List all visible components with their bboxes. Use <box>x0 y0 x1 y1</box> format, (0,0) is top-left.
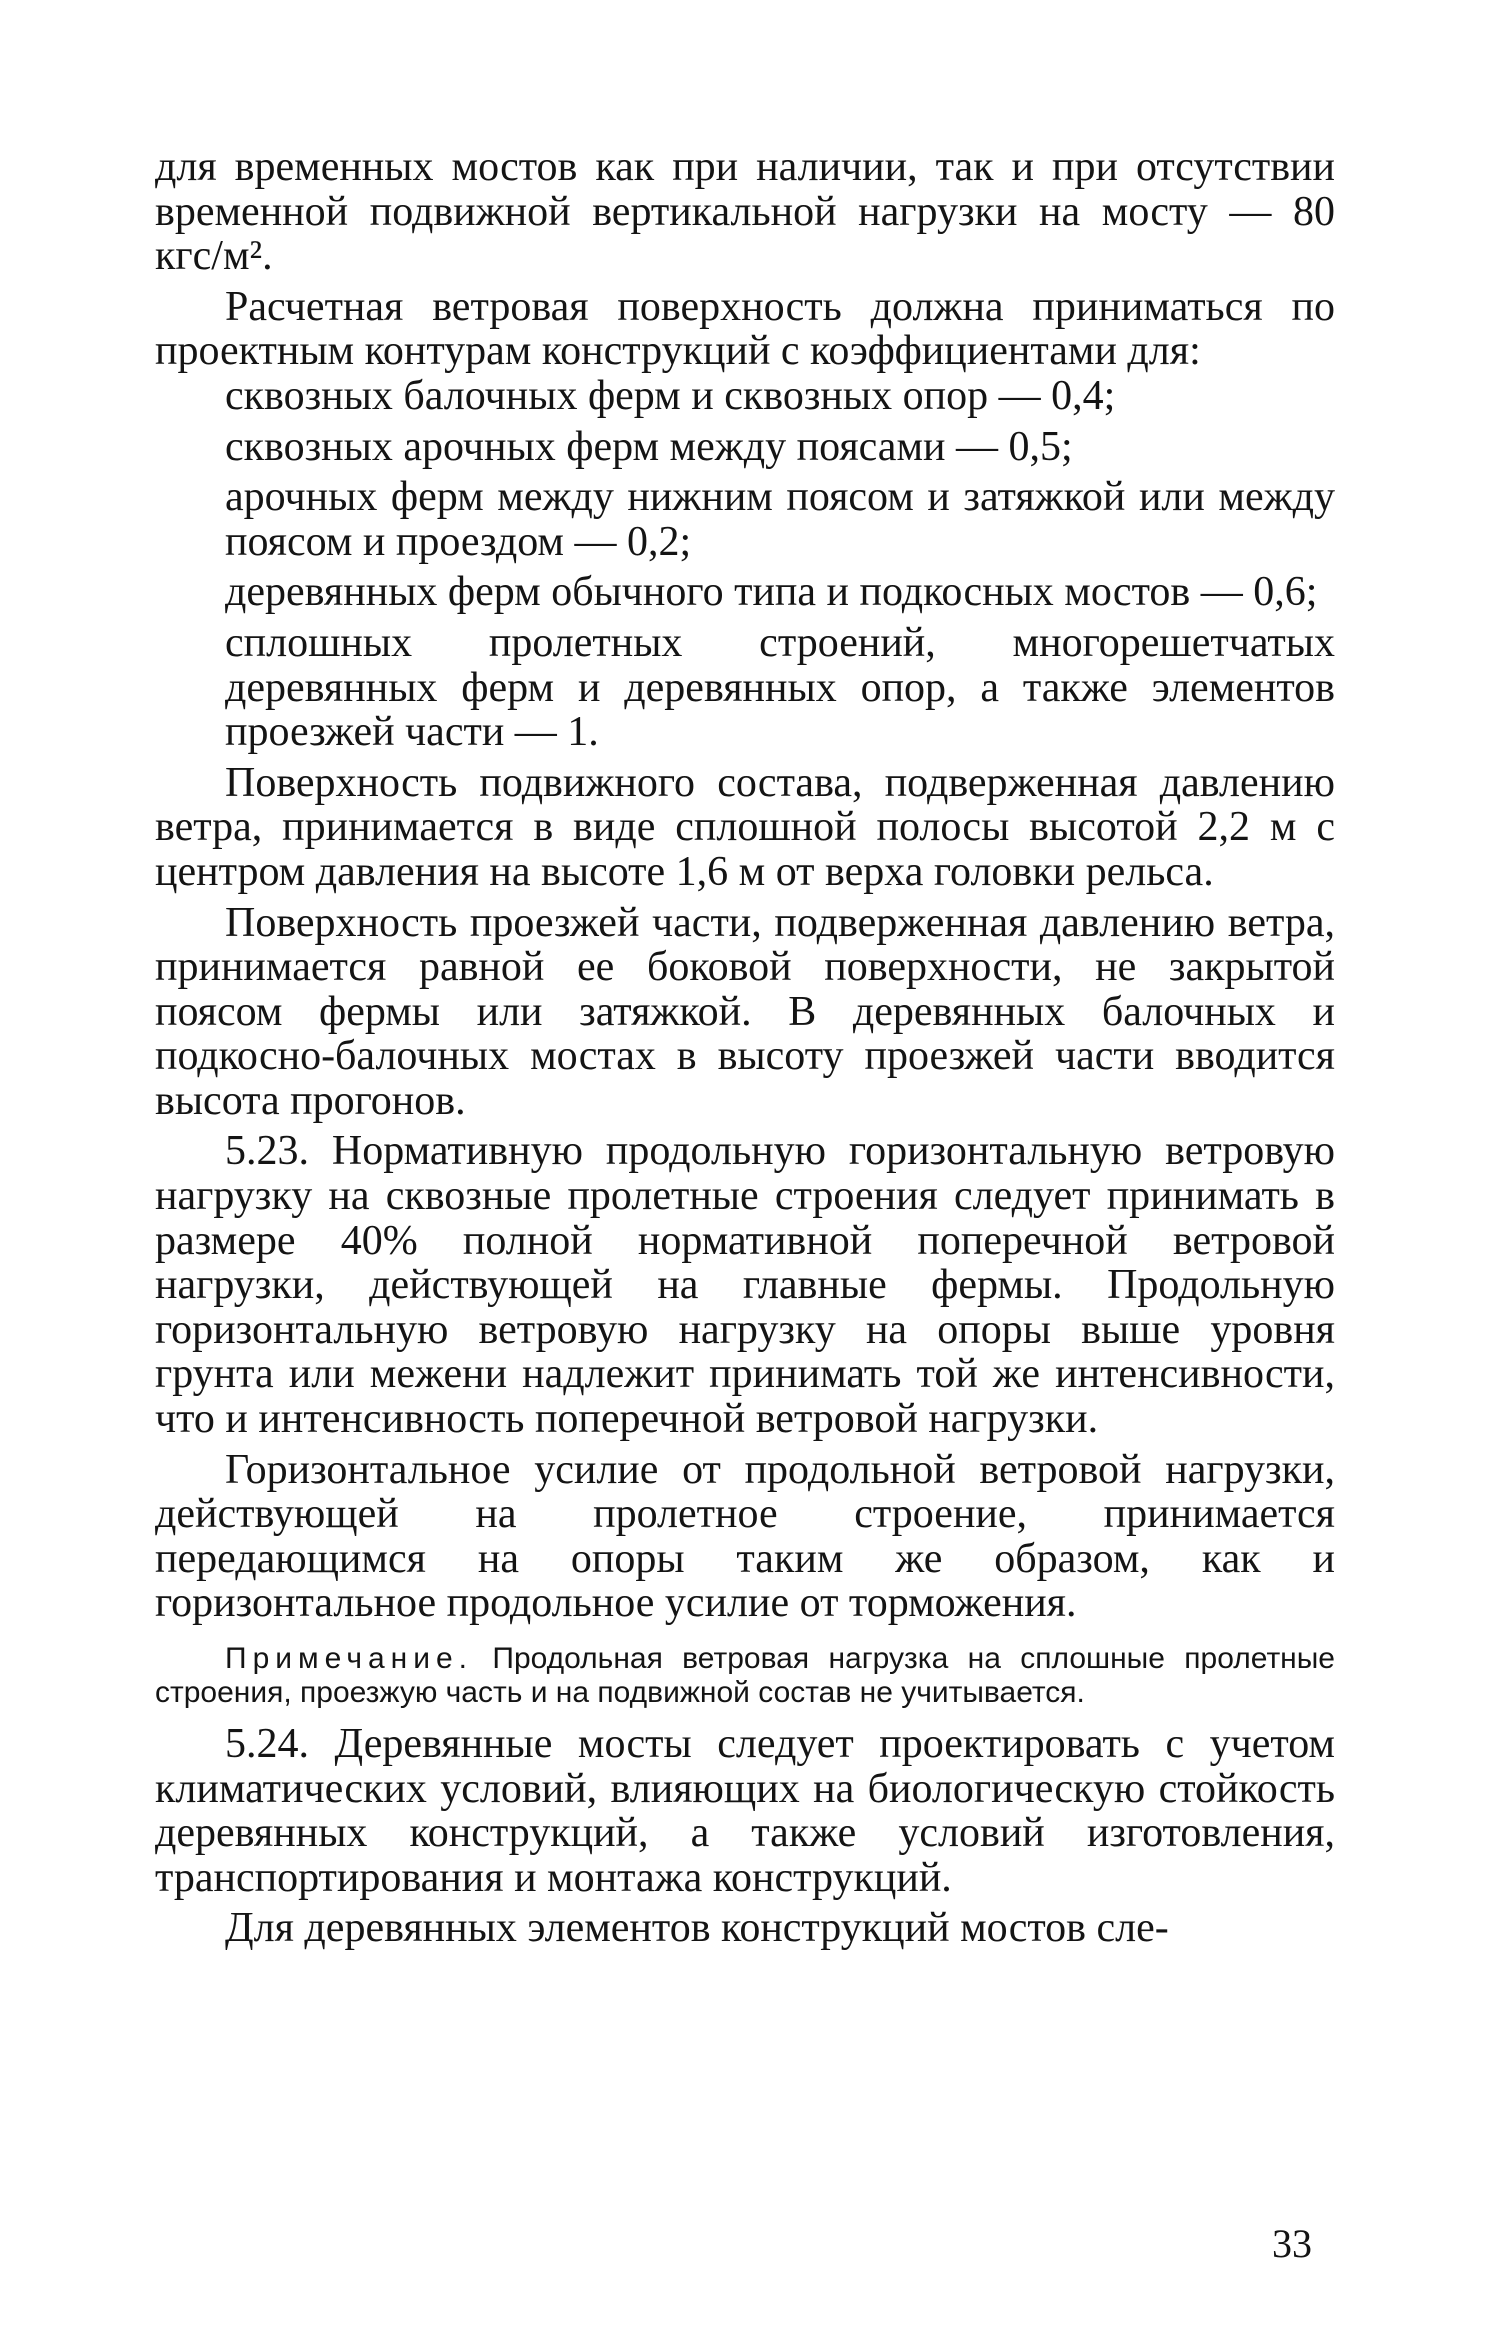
list-item: сквозных арочных ферм между поясами — 0,5; <box>225 423 1073 470</box>
note-label: Примечание. <box>225 1642 473 1675</box>
note <box>155 1642 1335 1710</box>
paragraph-5-23: 5.23. Нормативную продольную горизонтальную ветровую нагрузку на сквозные пролетные строения следует принимать в размере 40% полной нормативной поперечной ветровой нагрузки, действующей на главные фермы. Продольную горизонтальную ветровую нагрузку на опоры выше уровня грунта или межени надлежит принимать той же интенсивности, что и интенсивность поперечной ветровой нагрузки. <box>155 1128 1335 1443</box>
paragraph-horizontal-force: Горизонтальное усилие от продольной ветровой нагрузки, действующей на пролетное строение, принимается передающимся на опоры таким же образом, как и горизонтальное продольное усилие от торможения. <box>155 1446 1335 1627</box>
paragraph-5-24: 5.24. Деревянные мосты следует проектировать с учетом климатических условий, влияющих на биологическую стойкость деревянных конструкций, а также условий изготовления, транспортирования и монтажа конструкций. <box>155 1721 1335 1901</box>
note-text: Продольная ветровая нагрузка на сплошные пролетные строения, проезжую часть и на подвижной состав не учитывается. <box>155 1642 1335 1709</box>
list-item: деревянных ферм обычного типа и подкосных мостов — 0,6; <box>225 569 1318 616</box>
page-number: 33 <box>1272 2221 1312 2266</box>
paragraph-rolling-stock: Поверхность подвижного состава, подверженная давлению ветра, принимается в виде сплошной полосы высотой 2,2 м с центром давления на высоте 1,6 м от верха головки рельса. <box>155 759 1335 895</box>
paragraph-wooden-elements: Для деревянных элементов конструкций мостов сле- <box>225 1905 1169 1952</box>
body-text <box>155 145 1335 1951</box>
paragraph-continuation: для временных мостов как при наличии, так и при отсутствии временной подвижной вертикальной нагрузки на мосту — 80 кгс/м². <box>155 144 1335 280</box>
paragraph-wind-surface: Расчетная ветровая поверхность должна приниматься по проектным контурам конструкций с коэффициентами для: <box>155 283 1335 375</box>
coefficient-list <box>155 374 1335 755</box>
list-item: сквозных балочных ферм и сквозных опор — 0,4; <box>225 372 1116 419</box>
paragraph-roadway-surface: Поверхность проезжей части, подверженная давлению ветра, принимается равной ее боковой поверхности, не закрытой поясом фермы или затяжкой. В деревянных балочных и подкосно-балочных мостах в высоту проезжей части вводится высота прогонов. <box>155 899 1335 1124</box>
list-item: арочных ферм между нижним поясом и затяжкой или между поясом и проездом — 0,2; <box>225 474 1335 565</box>
list-item: сплошных пролетных строений, многорешетчатых деревянных ферм и деревянных опор, а также элементов проезжей части — 1. <box>225 619 1335 756</box>
